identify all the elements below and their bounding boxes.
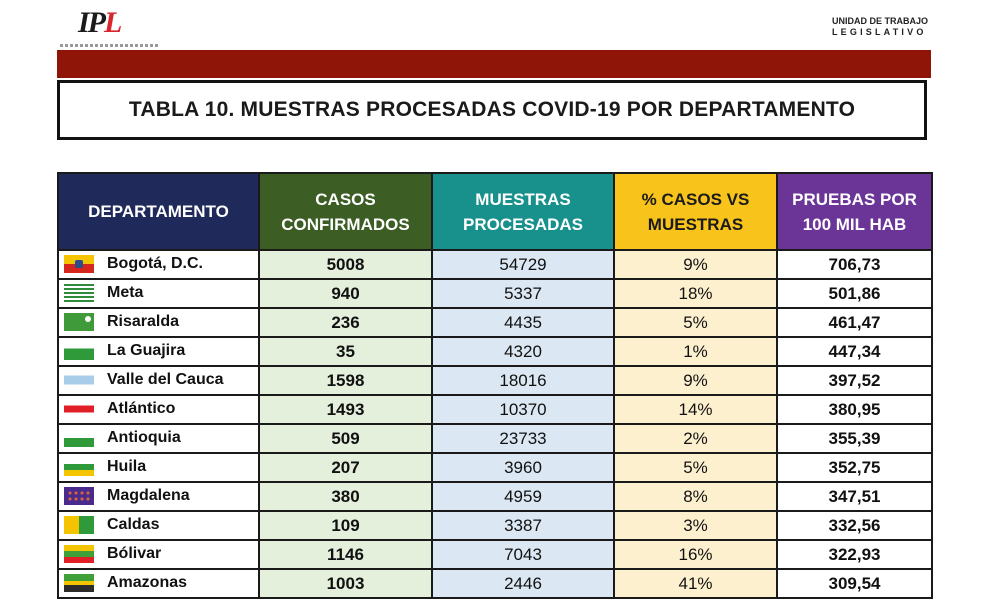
cell-departamento [58, 453, 259, 482]
logo-mark: IPL [78, 6, 121, 39]
bolivar-flag-icon [64, 545, 94, 563]
table-row [58, 482, 932, 511]
departamento-name: Antioquia [107, 429, 181, 446]
cell-departamento [58, 279, 259, 308]
cell-departamento [58, 540, 259, 569]
org-line-2: LEGISLATIVO [831, 27, 927, 37]
departamento-name: La Guajira [107, 342, 186, 359]
cell-muestras: 18016 [432, 366, 614, 395]
table-row [58, 511, 932, 540]
cell-departamento [58, 250, 259, 279]
table-title-box [57, 80, 927, 140]
cell-porcentaje: 16% [614, 540, 777, 569]
departamento-name: Magdalena [107, 487, 190, 504]
cell-porcentaje: 9% [614, 250, 777, 279]
cell-muestras: 7043 [432, 540, 614, 569]
cell-pruebas: 352,75 [777, 453, 932, 482]
org-line-1: UNIDAD DE TRABAJO [831, 16, 928, 26]
header-pruebas: PRUEBAS POR 100 MIL HAB [777, 173, 932, 250]
departamento-name: Bogotá, D.C. [107, 255, 203, 272]
cell-porcentaje: 1% [614, 337, 777, 366]
cell-casos: 1598 [259, 366, 432, 395]
ipl-logo [60, 6, 160, 48]
cell-porcentaje: 41% [614, 569, 777, 598]
table-row [58, 395, 932, 424]
departamento-name: Bólivar [107, 545, 162, 562]
cell-porcentaje: 8% [614, 482, 777, 511]
risaralda-flag-icon [64, 313, 94, 331]
departamento-name: Meta [107, 284, 144, 301]
table-row [58, 279, 932, 308]
cell-porcentaje: 5% [614, 453, 777, 482]
departamento-name: Caldas [107, 516, 160, 533]
cell-pruebas: 397,52 [777, 366, 932, 395]
cell-porcentaje: 18% [614, 279, 777, 308]
cell-casos: 509 [259, 424, 432, 453]
cell-departamento [58, 569, 259, 598]
table-row [58, 453, 932, 482]
table-title: TABLA 10. MUESTRAS PROCESADAS COVID-19 POR DEPARTAMENTO [128, 98, 856, 121]
header-casos: CASOS CONFIRMADOS [259, 173, 432, 250]
table-row [58, 250, 932, 279]
cell-porcentaje: 2% [614, 424, 777, 453]
cell-pruebas: 447,34 [777, 337, 932, 366]
cell-casos: 5008 [259, 250, 432, 279]
cell-casos: 940 [259, 279, 432, 308]
cell-pruebas: 461,47 [777, 308, 932, 337]
cell-muestras: 2446 [432, 569, 614, 598]
cell-departamento [58, 482, 259, 511]
cell-casos: 207 [259, 453, 432, 482]
cell-departamento [58, 337, 259, 366]
cell-departamento [58, 366, 259, 395]
table-row [58, 337, 932, 366]
table-row [58, 366, 932, 395]
cell-casos: 1493 [259, 395, 432, 424]
cell-muestras: 5337 [432, 279, 614, 308]
header-porcentaje: % CASOS VS MUESTRAS [614, 173, 777, 250]
cell-muestras: 4320 [432, 337, 614, 366]
logo-tagline [60, 44, 160, 47]
guajira-flag-icon [64, 342, 94, 360]
cell-departamento [58, 308, 259, 337]
cell-porcentaje: 5% [614, 308, 777, 337]
cell-porcentaje: 3% [614, 511, 777, 540]
table-row [58, 540, 932, 569]
departamento-name: Amazonas [107, 574, 188, 591]
meta-flag-icon [64, 284, 94, 302]
cell-porcentaje: 14% [614, 395, 777, 424]
departamento-name: Valle del Cauca [107, 371, 224, 388]
cell-muestras: 54729 [432, 250, 614, 279]
table-row [58, 424, 932, 453]
departamento-name: Atlántico [107, 400, 176, 417]
samples-table [57, 172, 933, 599]
cell-pruebas: 706,73 [777, 250, 932, 279]
cell-casos: 236 [259, 308, 432, 337]
cell-departamento [58, 424, 259, 453]
valle-flag-icon [64, 371, 94, 389]
antioquia-flag-icon [64, 429, 94, 447]
cell-departamento [58, 511, 259, 540]
cell-porcentaje: 9% [614, 366, 777, 395]
cell-muestras: 10370 [432, 395, 614, 424]
cell-pruebas: 380,95 [777, 395, 932, 424]
cell-casos: 380 [259, 482, 432, 511]
table-row [58, 569, 932, 598]
cell-pruebas: 501,86 [777, 279, 932, 308]
cell-casos: 109 [259, 511, 432, 540]
departamento-name: Risaralda [107, 313, 180, 330]
header-red-bar [57, 50, 931, 78]
cell-casos: 35 [259, 337, 432, 366]
amazonas-flag-icon [64, 574, 94, 592]
magdalena-flag-icon [64, 487, 94, 505]
cell-pruebas: 309,54 [777, 569, 932, 598]
cell-pruebas: 332,56 [777, 511, 932, 540]
huila-flag-icon [64, 458, 94, 476]
table-row [58, 308, 932, 337]
caldas-flag-icon [64, 516, 94, 534]
atlantico-flag-icon [64, 400, 94, 418]
cell-muestras: 4435 [432, 308, 614, 337]
departamento-name: Huila [107, 458, 147, 475]
header-muestras: MUESTRAS PROCESADAS [432, 173, 614, 250]
cell-pruebas: 322,93 [777, 540, 932, 569]
cell-pruebas: 355,39 [777, 424, 932, 453]
cell-muestras: 3960 [432, 453, 614, 482]
cell-pruebas: 347,51 [777, 482, 932, 511]
cell-muestras: 4959 [432, 482, 614, 511]
header-departamento: DEPARTAMENTO [58, 173, 259, 250]
cell-muestras: 23733 [432, 424, 614, 453]
bogota-flag-icon [64, 255, 94, 273]
cell-casos: 1146 [259, 540, 432, 569]
org-name [832, 16, 928, 38]
table-header-row [58, 173, 932, 250]
cell-muestras: 3387 [432, 511, 614, 540]
cell-departamento [58, 395, 259, 424]
cell-casos: 1003 [259, 569, 432, 598]
